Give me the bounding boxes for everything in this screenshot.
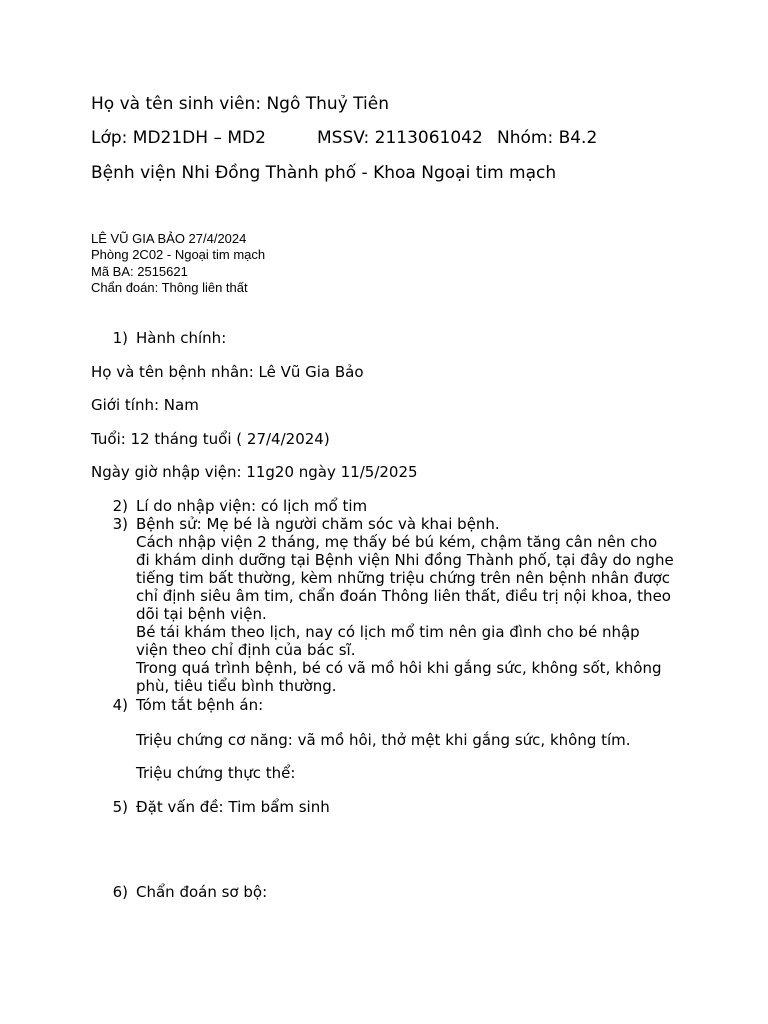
student-name: Họ và tên sinh viên: Ngô Thuỷ Tiên	[91, 94, 389, 114]
section-number: 2)	[112, 497, 128, 515]
section-text: Chẩn đoán sơ bộ:	[136, 883, 268, 901]
history-line: tiếng tim bất thường, kèm những triệu chứng trên nên bệnh nhân được	[136, 569, 671, 587]
hospital-line: Bệnh viện Nhi Đồng Thành phố - Khoa Ngoại tim mạch	[91, 163, 557, 183]
section-number: 4)	[112, 696, 128, 714]
history-line: dõi tại bệnh viện.	[136, 605, 267, 623]
section-number: 6)	[112, 883, 128, 901]
history-paragraph	[136, 515, 674, 695]
student-id: MSSV: 2113061042	[317, 128, 483, 148]
history-line: chỉ định siêu âm tim, chẩn đoán Thông liên thất, điều trị nội khoa, theo	[136, 587, 671, 605]
section-text: Lí do nhập viện: có lịch mổ tim	[136, 497, 368, 515]
section-number: 1)	[112, 329, 128, 347]
history-line: Cách nhập viện 2 tháng, mẹ thấy bé bú kém, chậm tăng cân nên cho	[136, 533, 658, 551]
section-number: 3)	[112, 515, 128, 533]
patient-block-line: LÊ VŨ GIA BẢO 27/4/2024	[91, 231, 247, 246]
history-line: Bé tái khám theo lịch, nay có lịch mổ tim nên gia đình cho bé nhập	[136, 623, 640, 641]
patient-block	[91, 231, 265, 296]
section-text: Đặt vấn đề: Tim bẩm sinh	[136, 798, 330, 816]
physical-symptoms: Triệu chứng thực thể:	[136, 764, 296, 782]
functional-symptoms: Triệu chứng cơ năng: vã mồ hôi, thở mệt khi gắng sức, không tím.	[136, 731, 631, 749]
history-line: Bệnh sử: Mẹ bé là người chăm sóc và khai bệnh.	[136, 515, 500, 533]
section-title: Hành chính:	[136, 329, 227, 347]
section-number: 5)	[112, 798, 128, 816]
history-line: phù, tiêu tiểu bình thường.	[136, 677, 337, 695]
patient-block-line: Mã BA: 2515621	[91, 263, 188, 279]
patient-age: Tuổi: 12 tháng tuổi ( 27/4/2024)	[91, 430, 330, 448]
patient-block-line: Chẩn đoán: Thông liên thất	[91, 279, 248, 295]
history-line: viện theo chỉ định của bác sĩ.	[136, 641, 356, 659]
history-line: đi khám dinh dưỡng tại Bệnh viện Nhi đồng Thành phố, tại đây do nghe	[136, 551, 674, 569]
admission-time: Ngày giờ nhập viện: 11g20 ngày 11/5/2025	[91, 463, 418, 481]
section-title: Tóm tắt bệnh án:	[136, 696, 264, 714]
patient-name: Họ và tên bệnh nhân: Lê Vũ Gia Bảo	[91, 363, 364, 381]
patient-gender: Giới tính: Nam	[91, 396, 199, 414]
patient-block-line: Phòng 2C02 - Ngoại tim mạch	[91, 247, 266, 263]
class-line: Lớp: MD21DH – MD2	[91, 128, 266, 148]
group-line: Nhóm: B4.2	[497, 128, 598, 148]
history-line: Trong quá trình bệnh, bé có vã mồ hôi khi gắng sức, không sốt, không	[136, 659, 662, 677]
